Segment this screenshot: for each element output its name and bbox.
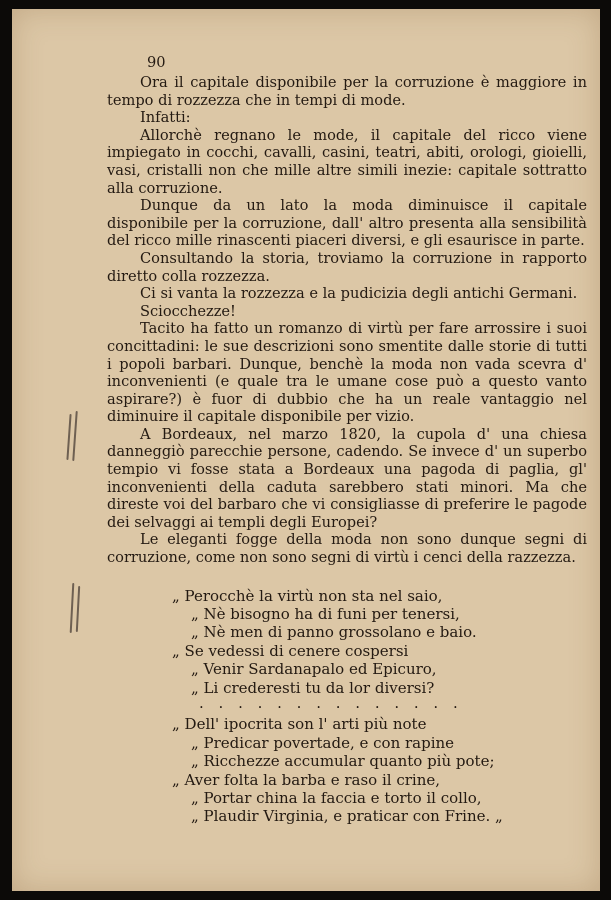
verse-line: „ Venir Sardanapalo ed Epicuro, [191, 660, 437, 679]
margin-pencil-mark [70, 583, 75, 633]
margin-pencil-mark [76, 586, 80, 632]
verse-line: „ Predicar povertade, e con rapine [191, 733, 455, 752]
paragraph: Sciocchezze! [140, 302, 236, 320]
ellipsis-line: . . . . . . . . . . . . . . [199, 694, 463, 713]
margin-pencil-mark [72, 411, 77, 461]
verse-quotation [107, 587, 587, 826]
paragraph: Consultando la storia, troviamo la corruzione in rapporto diretto colla rozzezza. [107, 249, 587, 285]
paragraph: Allorchè regnano le mode, il capitale del ricco viene impiegato in cocchi, cavalli, casini, teatri, abiti, orologi, gioielli, vasi, cristalli non che mille altre simili inezie: capitale sottratto alla corruzione. [107, 126, 587, 197]
verse-line: „ Se vedessi di cenere cospersi [172, 641, 409, 660]
verse-line: „ Nè bisogno ha di funi per tenersi, [191, 605, 460, 624]
book-page [12, 9, 600, 891]
verse-line: „ Perocchè la virtù non sta nel saio, [172, 586, 443, 605]
verse-line: „ Dell' ipocrita son l' arti più note [172, 715, 427, 734]
verse-line: „ Ricchezze accumular quanto più pote; [191, 752, 495, 771]
verse-line: „ Plaudir Virginia, e praticar con Frine. „ [191, 807, 503, 826]
paragraph: A Bordeaux, nel marzo 1820, la cupola d' una chiesa danneggiò parecchie persone, cadendo. Se invece d' un superbo tempio vi fosse stata a Bordeaux una pagoda di paglia, gl' inconvenienti della caduta sarebbero stati minori. Ma che direste voi del barbaro che vi consigliasse di preferire le pagode dei selvaggi ai templi degli Europei? [107, 425, 587, 531]
paragraph: Infatti: [140, 109, 191, 127]
verse-line: „ Portar china la faccia e torto il collo, [191, 789, 482, 808]
verse-line: „ Aver folta la barba e raso il crine, [172, 770, 441, 789]
verse-line: „ Li crederesti tu da lor diversi? [191, 678, 435, 697]
page-number: 90 [147, 54, 166, 71]
paragraph: Ci si vanta la rozzezza e la pudicizia degli antichi Germani. [140, 285, 578, 303]
verse-line: „ Nè men di panno grossolano e baio. [191, 623, 477, 642]
paragraph: Le eleganti fogge della moda non sono dunque segni di corruzione, come non sono segni di virtù i cenci della razzezza. [107, 531, 587, 567]
page-text [107, 54, 587, 826]
paragraph: Dunque da un lato la moda diminuisce il capitale disponibile per la corruzione, dall' altro presenta alla sensibilità del ricco mille rinascenti piaceri diversi, e gli esaurisce in parte. [107, 197, 587, 250]
paragraph: Tacito ha fatto un romanzo di virtù per fare arrossire i suoi concittadini: le sue descrizioni sono smentite dalle storie di tutti i popoli barbari. Dunque, benchè la moda non vada scevra d' inconvenienti (e quale tra le umane cose può a questo vanto aspirare?) è fuor di dubbio che ha un reale vantaggio nel diminuire il capitale disponibile per vizio. [107, 320, 587, 426]
margin-pencil-mark [66, 414, 71, 460]
paragraph: Ora il capitale disponibile per la corruzione è maggiore in tempo di rozzezza che in tempi di mode. [107, 74, 587, 109]
